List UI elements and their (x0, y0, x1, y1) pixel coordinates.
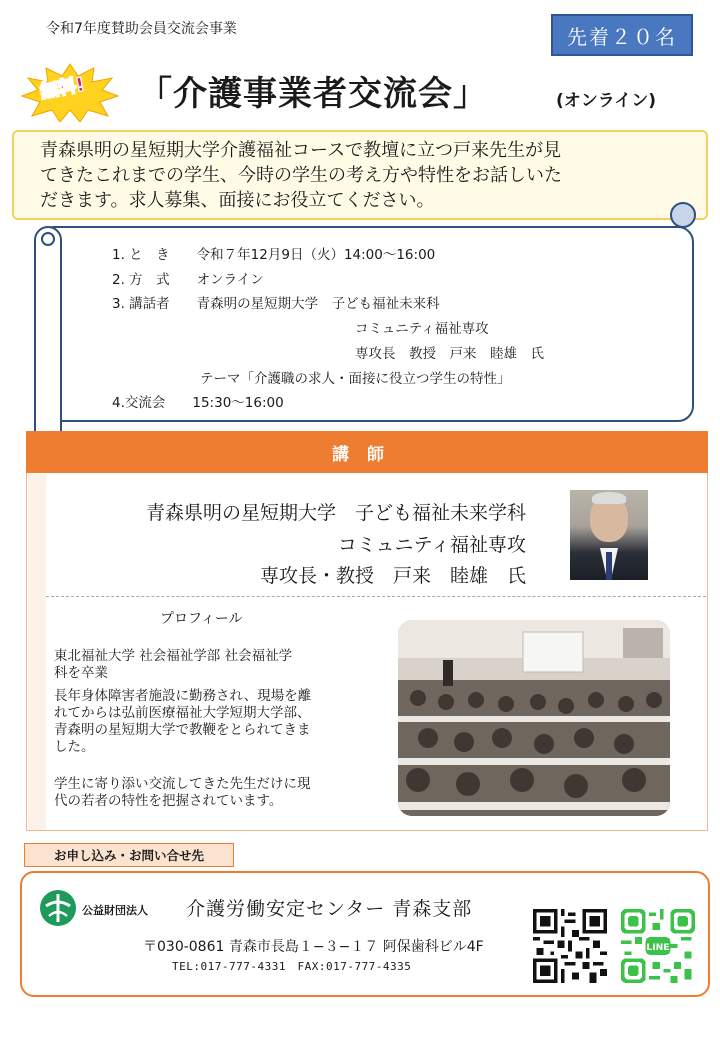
scroll-curl-right (670, 202, 696, 228)
profile-line: 代の若者の特性を把握されています。 (54, 793, 283, 809)
profile-heading: プロフィール (160, 611, 243, 627)
detail-speaker: 3. 講話者 青森明の星短期大学 子ども福祉未来科 (112, 296, 440, 312)
organization-logo-icon (38, 888, 78, 928)
detail-speaker-dept: コミュニティ福祉専攻 (355, 321, 489, 337)
profile-line: 青森明の星短期大学で教鞭をとられてきま (54, 722, 311, 738)
instructor-hair (592, 492, 626, 504)
section-accent-strip (28, 474, 46, 830)
instructor-department: コミュニティ福祉専攻 (337, 534, 526, 556)
profile-line: 学生に寄り添い交流してきた先生だけに現 (54, 776, 311, 792)
online-label: (オンライン) (556, 91, 657, 111)
organization-name: 介護労働安定センター 青森支部 (186, 898, 473, 920)
profile-line: 長年身体障害者施設に勤務され、現場を離 (54, 688, 312, 704)
profile-career (54, 688, 354, 756)
profile-line: 東北福祉大学 社会福祉学部 社会福祉学 (54, 648, 293, 664)
profile-line: 科を卒業 (54, 665, 108, 681)
address: 〒030-0861 青森市長島１−３−１７ 阿保歯科ビル4F (143, 939, 484, 955)
classroom-photo (398, 620, 670, 816)
detail-date: 1. と き 令和７年12月9日（火）14:00〜16:00 (112, 247, 436, 263)
profile-summary (54, 776, 354, 810)
intro-text (40, 138, 680, 213)
profile-line: した。 (54, 739, 95, 755)
detail-networking: 4.交流会 15:30〜16:00 (112, 395, 284, 411)
section-divider (46, 596, 706, 597)
instructor-name: 専攻長・教授 戸来 睦雄 氏 (259, 565, 526, 587)
intro-line: てきたこれまでの学生、今時の学生の考え方や特性をお話しいた (40, 165, 562, 186)
instructor-heading: 講師 (26, 431, 708, 473)
profile-education (54, 648, 354, 682)
detail-theme: テーマ「介護職の求人・面接に役立つ学生の特性」 (200, 371, 511, 387)
qr-code-icon[interactable] (533, 909, 607, 983)
line-qr-code-icon[interactable] (621, 909, 695, 983)
free-label: 無料! (38, 74, 86, 103)
contact-tab: お申し込み・お問い合せ先 (24, 843, 234, 867)
organization-type: 公益財団法人 (82, 904, 148, 917)
intro-line: だきます。求人募集、面接にお役立てください。 (40, 190, 435, 211)
instructor-affiliation: 青森県明の星短期大学 子ども福祉未来学科 (145, 502, 526, 524)
instructor-tie (606, 552, 612, 580)
page-title: 「介護事業者交流会」 (138, 74, 488, 114)
first-come-badge: 先着２０名 (551, 14, 693, 56)
phone-fax: TEL:017-777-4331 FAX:017-777-4335 (172, 960, 412, 973)
detail-speaker-name: 専攻長 教授 戸来 睦雄 氏 (355, 346, 544, 362)
event-series-label: 令和7年度賛助会員交流会事業 (46, 21, 237, 37)
profile-line: れてからは弘前医療福祉大学短期大学部、 (54, 705, 311, 721)
intro-line: 青森県明の星短期大学介護福祉コースで教壇に立つ戸来先生が見 (40, 140, 562, 161)
scroll-curl-left-inner (41, 232, 55, 246)
scroll-curl-left (34, 226, 62, 446)
line-label: LINE (646, 941, 670, 953)
detail-format: 2. 方 式 オンライン (112, 272, 264, 288)
